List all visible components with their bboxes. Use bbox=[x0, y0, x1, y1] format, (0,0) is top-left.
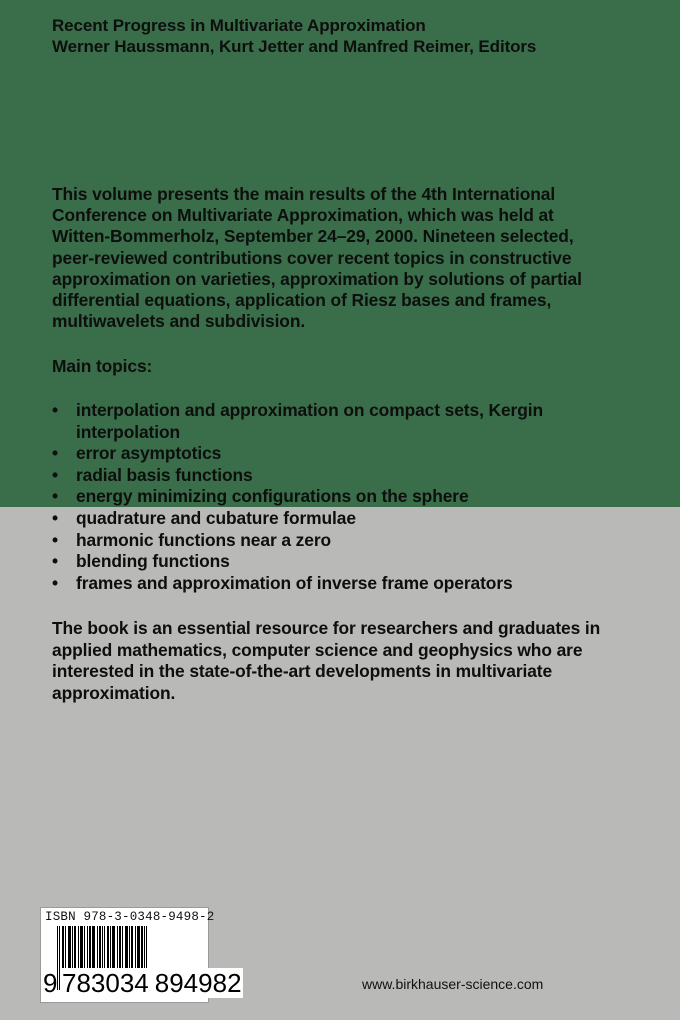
outro-line: The book is an essential resource for researchers and graduates in bbox=[52, 618, 601, 638]
book-editors: Werner Haussmann, Kurt Jetter and Manfred Reimer, Editors bbox=[52, 37, 537, 56]
bullet-icon: • bbox=[52, 572, 58, 593]
intro-line: differential equations, application of Riesz bases and frames, bbox=[52, 290, 552, 311]
bullet-icon: • bbox=[52, 400, 58, 420]
topic-item bbox=[52, 486, 543, 508]
book-title: Recent Progress in Multivariate Approximation bbox=[52, 16, 426, 35]
ean-group-1: 783034 bbox=[62, 968, 149, 998]
bullet-icon: • bbox=[52, 486, 58, 507]
ean-first-digit: 9 bbox=[43, 968, 58, 998]
topic-line: frames and approximation of inverse frame operators bbox=[76, 572, 513, 593]
intro-line: multiwavelets and subdivision. bbox=[52, 311, 306, 332]
topic-item bbox=[52, 443, 543, 465]
intro-paragraph bbox=[52, 184, 582, 332]
topic-line: interpolation bbox=[76, 421, 181, 442]
bullet-icon: • bbox=[52, 529, 58, 550]
topic-item bbox=[52, 465, 543, 487]
isbn-barcode bbox=[40, 907, 242, 1003]
topic-line: energy minimizing configurations on the sphere bbox=[76, 486, 469, 507]
topic-item bbox=[52, 551, 543, 573]
publisher-url[interactable]: www.birkhauser-science.com bbox=[362, 976, 544, 992]
topic-item bbox=[52, 530, 543, 552]
ean-group-2: 894982 bbox=[154, 968, 242, 998]
topic-line: blending functions bbox=[76, 551, 230, 572]
topic-line: interpolation and approximation on compact sets, Kergin bbox=[76, 400, 544, 420]
topic-item bbox=[52, 508, 543, 530]
intro-line: Witten-Bommerholz, September 24–29, 2000. Nineteen selected, bbox=[52, 226, 574, 247]
topics-list bbox=[52, 400, 543, 594]
intro-line: approximation on varieties, approximation by solutions of partial bbox=[52, 268, 582, 289]
topic-line: harmonic functions near a zero bbox=[76, 529, 332, 550]
outro-paragraph bbox=[52, 618, 600, 704]
bullet-icon: • bbox=[52, 464, 58, 485]
ean-number bbox=[43, 968, 243, 998]
bullet-icon: • bbox=[52, 507, 58, 528]
intro-line: peer-reviewed contributions cover recent topics in constructive bbox=[52, 247, 572, 268]
intro-line: This volume presents the main results of the 4th International bbox=[52, 184, 556, 204]
topic-line: radial basis functions bbox=[76, 464, 253, 485]
intro-line: Conference on Multivariate Approximation, which was held at bbox=[52, 205, 554, 226]
outro-line: interested in the state-of-the-art developments in multivariate bbox=[52, 661, 553, 681]
topics-heading: Main topics: bbox=[52, 356, 153, 376]
outro-line: applied mathematics, computer science and geophysics who are bbox=[52, 639, 583, 660]
isbn-label: ISBN 978-3-0348-9498-2 bbox=[45, 910, 215, 924]
bullet-icon: • bbox=[52, 551, 58, 572]
topic-item bbox=[52, 573, 543, 595]
cover-header bbox=[52, 15, 536, 57]
outro-line: approximation. bbox=[52, 682, 176, 703]
bullet-icon: • bbox=[52, 443, 58, 464]
topic-line: quadrature and cubature formulae bbox=[76, 507, 356, 528]
topic-item bbox=[52, 400, 543, 443]
topic-line: error asymptotics bbox=[76, 443, 222, 464]
